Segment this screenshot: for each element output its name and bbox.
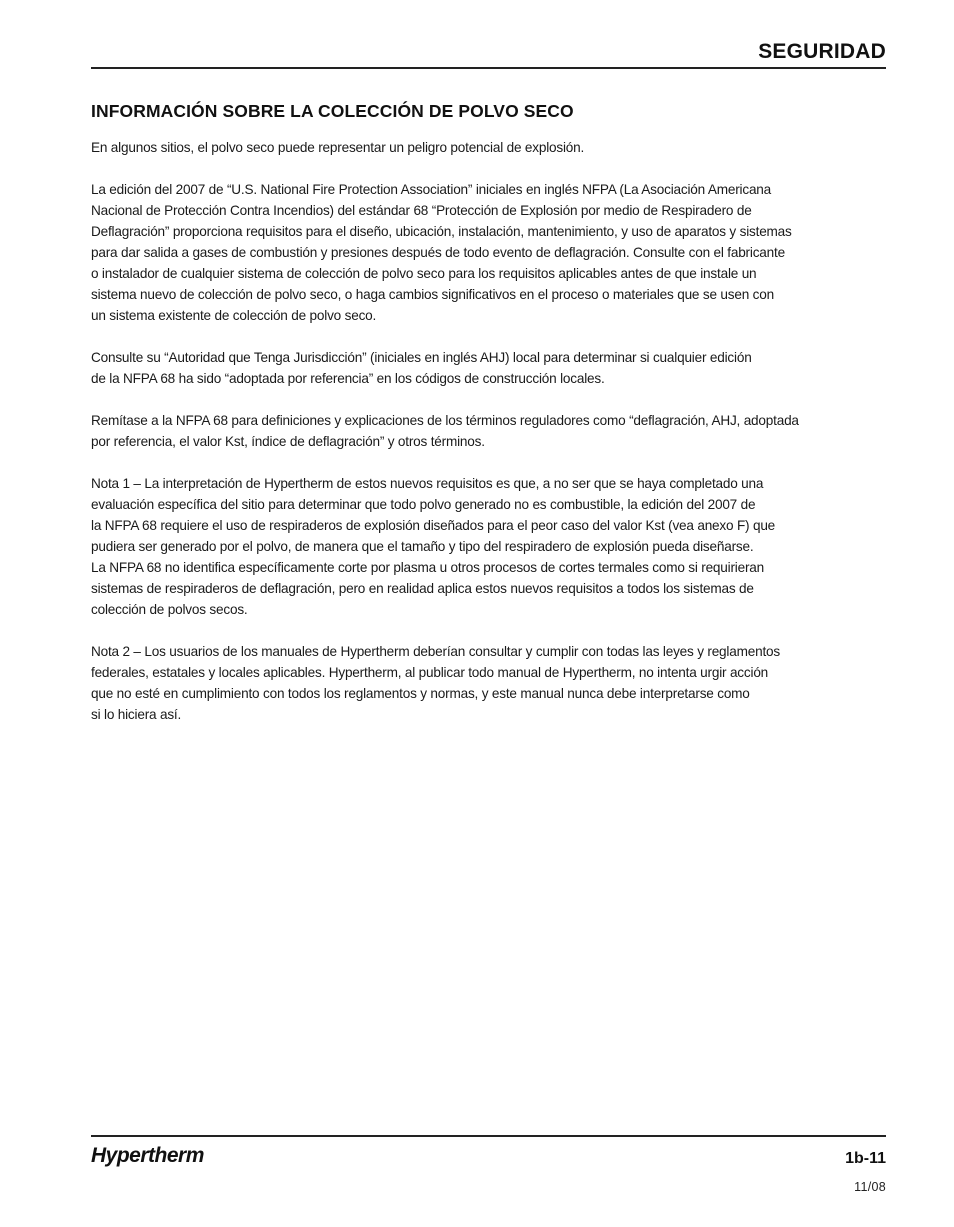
brand-logo: Hypertherm: [91, 1144, 204, 1167]
text-line: Nota 1 – La interpretación de Hypertherm de estos nuevos requisitos es que, a no ser que se haya completado una: [91, 476, 764, 491]
text-line: Nota 2 – Los usuarios de los manuales de Hypertherm deberían consultar y cumplir con todas las leyes y reglamentos: [91, 644, 780, 659]
text-line: pudiera ser generado por el polvo, de manera que el tamaño y tipo del respiradero de explosión pueda diseñarse.: [91, 539, 754, 554]
text-line: evaluación específica del sitio para determinar que todo polvo generado no es combustible, la edición del 2007 de: [91, 497, 756, 512]
text-line: La NFPA 68 no identifica específicamente corte por plasma u otros procesos de cortes termales como si requirieran: [91, 560, 765, 575]
text-line: que no esté en cumplimiento con todos los reglamentos y normas, y este manual nunca debe interpretarse como: [91, 686, 750, 701]
paragraph: [91, 179, 891, 326]
text-line: para dar salida a gases de combustión y presiones después de todo evento de deflagración. Consulte con el fabricante: [91, 245, 785, 260]
header-divider: [91, 67, 886, 69]
revision-date: 11/08: [854, 1180, 886, 1194]
text-line: un sistema existente de colección de polvo seco.: [91, 308, 377, 323]
text-line: la NFPA 68 requiere el uso de respiraderos de explosión diseñados para el peor caso del valor Kst (vea anexo F) que: [91, 518, 776, 533]
text-line: de la NFPA 68 ha sido “adoptada por referencia” en los códigos de construcción locales.: [91, 371, 605, 386]
text-line: Nacional de Protección Contra Incendios) del estándar 68 “Protección de Explosión por medio de Respiradero de: [91, 203, 752, 218]
paragraph: [91, 410, 891, 452]
text-line: En algunos sitios, el polvo seco puede representar un peligro potencial de explosión.: [91, 140, 585, 155]
paragraph: [91, 347, 891, 389]
text-line: colección de polvos secos.: [91, 602, 248, 617]
section-title: INFORMACIÓN SOBRE LA COLECCIÓN DE POLVO SECO: [91, 101, 574, 121]
text-line: si lo hiciera así.: [91, 707, 182, 722]
text-line: La edición del 2007 de “U.S. National Fire Protection Association” iniciales en inglés NFPA (La Asociación Americana: [91, 182, 772, 197]
text-line: sistema nuevo de colección de polvo seco, o haga cambios significativos en el proceso o materiales que se usen con: [91, 287, 774, 302]
text-line: federales, estatales y locales aplicables. Hypertherm, al publicar todo manual de Hypertherm, no intenta urgir acción: [91, 665, 769, 680]
page-number: 1b-11: [845, 1150, 886, 1167]
footer-divider: [91, 1135, 886, 1137]
paragraph: [91, 137, 891, 158]
paragraph: [91, 641, 891, 725]
text-line: por referencia, el valor Kst, índice de deflagración” y otros términos.: [91, 434, 485, 449]
section-header: SEGURIDAD: [758, 40, 886, 63]
text-line: Remítase a la NFPA 68 para definiciones y explicaciones de los términos reguladores como “deflagración, AHJ, adoptada: [91, 413, 799, 428]
paragraph: [91, 473, 891, 620]
body-text: [91, 137, 891, 746]
text-line: Deflagración” proporciona requisitos para el diseño, ubicación, instalación, mantenimiento, y uso de aparatos y sistemas: [91, 224, 792, 239]
text-line: sistemas de respiraderos de deflagración, pero en realidad aplica estos nuevos requisitos a todos los sistemas de: [91, 581, 754, 596]
text-line: Consulte su “Autoridad que Tenga Jurisdicción” (iniciales en inglés AHJ) local para determinar si cualquier edición: [91, 350, 752, 365]
text-line: o instalador de cualquier sistema de colección de polvo seco para los requisitos aplicables antes de que instale un: [91, 266, 757, 281]
